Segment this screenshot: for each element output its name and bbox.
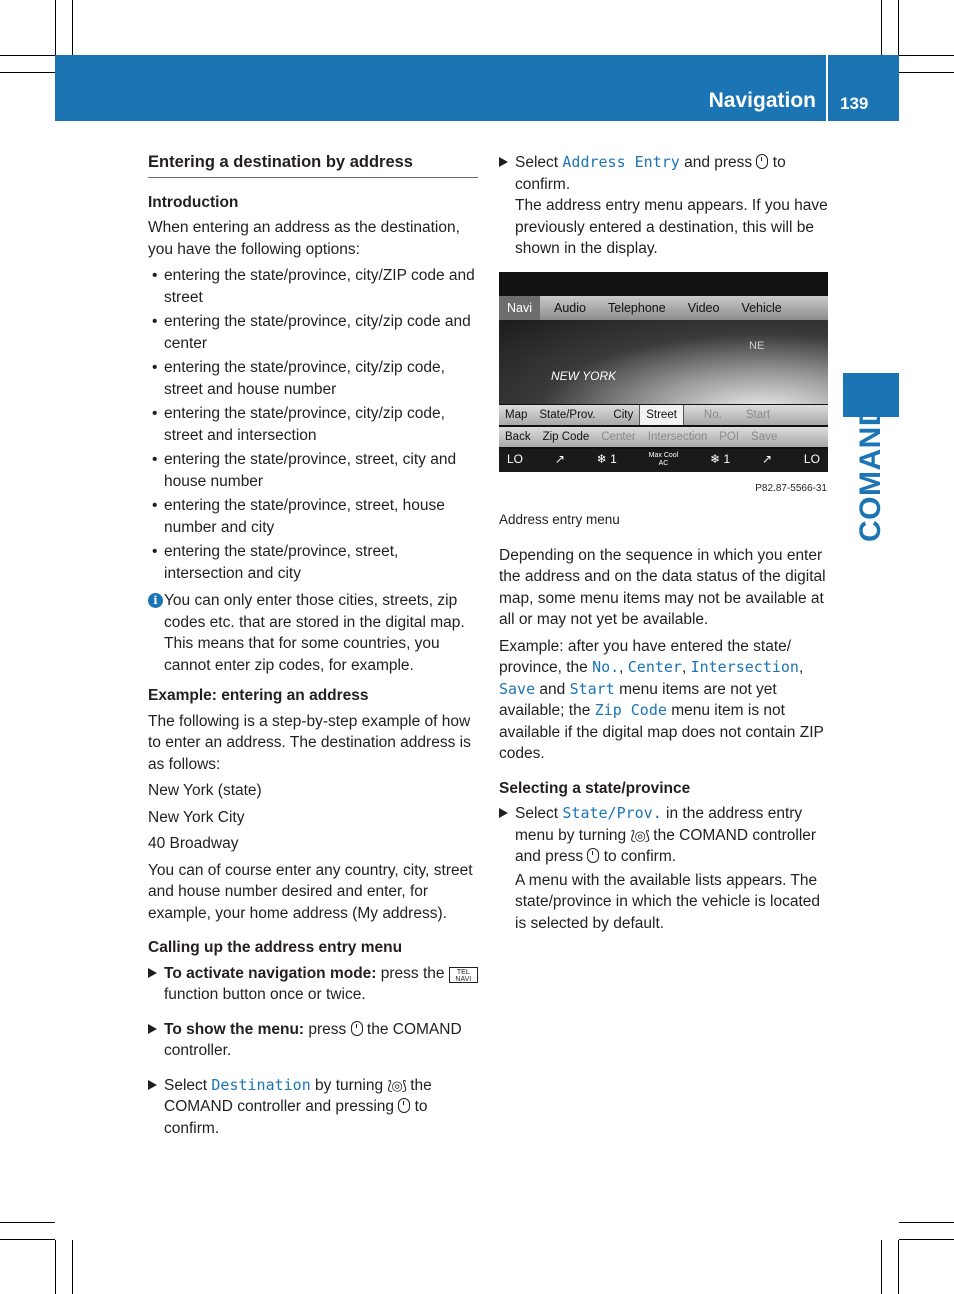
screen-menu-audio: Audio — [554, 300, 586, 315]
text-run: , — [619, 659, 628, 676]
fan-right-icon: ❄ 1 — [710, 452, 731, 467]
info-text: You can only enter those cities, streets, zip codes etc. that are stored in the digital map. This means that for some countries, you cannot enter zip codes, for example. — [164, 592, 465, 674]
crop-mark — [72, 1240, 73, 1294]
address-entry-screenshot — [499, 272, 828, 472]
menu-item-no: No. — [592, 658, 620, 676]
screen-row-2 — [499, 427, 828, 447]
tel-label: TEL — [456, 968, 470, 976]
step-text: to confirm. — [164, 1098, 428, 1137]
step-text: press the — [376, 964, 445, 982]
figure-code: P82.87-5566-31 — [755, 482, 827, 494]
screen-climate-bar — [499, 449, 828, 472]
screen-city-label: NEW YORK — [551, 368, 617, 383]
step-text: to confirm. — [515, 154, 786, 193]
screen-item-poi: POI — [719, 430, 740, 443]
max-cool-ac-icon — [649, 452, 679, 468]
climate-right-temp: LO — [803, 452, 820, 467]
bullet-item: • entering the state/province, street, house number and city — [148, 495, 478, 538]
crop-mark — [899, 55, 954, 56]
text-run: Example: after you have entered the state/ province, the — [499, 637, 792, 676]
intro-text: When entering an address as the destination, you have the following options: — [148, 219, 460, 258]
address-street: 40 Broadway — [148, 835, 239, 852]
screen-item-city: City — [613, 408, 634, 421]
press-controller-icon — [587, 848, 599, 863]
step-arrow-icon — [499, 808, 508, 818]
fan-left-icon: ❄ 1 — [596, 452, 617, 467]
ac-label: AC — [658, 460, 669, 467]
crop-mark — [0, 72, 55, 73]
press-controller-icon — [398, 1098, 410, 1113]
figure-caption: Address entry menu — [499, 512, 620, 527]
screen-item-start: Start — [745, 408, 771, 421]
bullet-item: • entering the state/province, city/zip code and center — [148, 311, 478, 354]
selecting-heading: Selecting a state/province — [499, 779, 691, 797]
crop-mark — [899, 1222, 954, 1223]
info-note — [148, 590, 478, 676]
screen-menu-video: Video — [687, 300, 720, 315]
bullet-item: • entering the state/province, street, city and house number — [148, 449, 478, 492]
header-separator — [826, 55, 828, 121]
example-after-text — [499, 636, 829, 765]
menu-item-destination: Destination — [211, 1075, 311, 1094]
screen-row-1 — [499, 405, 828, 425]
screen-item-street: Street — [639, 405, 684, 425]
turn-controller-icon: ⟅◎⟆ — [387, 1077, 406, 1093]
step-bold: To activate navigation mode: — [164, 964, 377, 982]
step-arrow-icon — [148, 1024, 157, 1034]
text-run: , — [681, 659, 691, 676]
crop-mark — [72, 0, 73, 55]
menu-item-center: Center — [627, 658, 682, 676]
step-text: the COMAND controller and pressing — [164, 1076, 432, 1115]
step-arrow-icon — [148, 1080, 157, 1090]
bullet-item: • entering the state/province, city/zip code, street and house number — [148, 357, 478, 400]
depending-text: Depending on the sequence in which you enter the address and on the data status of the digital map, some menu items may not be available at all or may not yet be available. — [499, 546, 826, 628]
text-run: menu item is not available if the digital map does not contain ZIP codes. — [499, 702, 824, 762]
menu-item-start: Start — [569, 679, 615, 698]
step-select-destination — [148, 1075, 478, 1140]
screen-top-menu — [499, 296, 828, 320]
step-bold: To show the menu: — [164, 1020, 305, 1038]
crop-mark — [881, 0, 882, 55]
step-text: the COMAND controller and press — [515, 826, 817, 865]
example-text: The following is a step-by-step example of how to enter an address. The destination address is as follows: — [148, 712, 471, 773]
compass-label: NE — [749, 339, 765, 352]
step-text: function button once or twice. — [164, 986, 366, 1003]
left-column — [148, 152, 478, 1144]
step-select-state — [499, 803, 829, 934]
side-tab-label: COMAND — [854, 404, 887, 542]
intro-heading: Introduction — [148, 193, 239, 211]
max-cool-label: Max Cool — [648, 452, 679, 459]
bullet-item: • entering the state/province, street, intersection and city — [148, 541, 478, 584]
crop-mark — [0, 1239, 55, 1240]
bullet-item: • entering the state/province, city/zip code, street and intersection — [148, 403, 478, 446]
screen-item-zip-code: Zip Code — [542, 430, 590, 443]
screen-item-state-prov: State/Prov. — [539, 408, 596, 421]
airflow-right-icon: ↗ — [762, 452, 773, 467]
step-text: Select — [164, 1076, 212, 1094]
climate-left-temp: LO — [507, 452, 524, 467]
menu-item-state-prov: State/Prov. — [562, 804, 662, 822]
screen-item-back: Back — [505, 430, 531, 443]
step-arrow-icon — [499, 157, 508, 167]
text-run: , — [798, 659, 804, 676]
screen-menu-vehicle: Vehicle — [741, 300, 782, 315]
page-number: 139 — [840, 94, 869, 113]
menu-item-save: Save — [499, 679, 536, 698]
screen-menu-navi: Navi — [499, 296, 540, 320]
screen-item-map: Map — [505, 408, 528, 421]
header-section-title: Navigation — [708, 89, 816, 112]
step-text: in the address entry menu by turning — [515, 805, 803, 844]
step-result: A menu with the available lists appears. The state/province in which the vehicle is located is selected by default. — [515, 871, 820, 932]
right-column — [499, 152, 829, 939]
menu-item-intersection: Intersection — [690, 658, 799, 676]
step-select-address-entry — [499, 152, 829, 260]
crop-mark — [55, 1240, 56, 1294]
info-icon: i — [148, 593, 163, 608]
step-text: press — [304, 1020, 351, 1038]
turn-controller-icon: ⟅◎⟆ — [630, 827, 649, 843]
text-run: and — [535, 680, 570, 698]
crop-mark — [0, 1222, 55, 1223]
press-controller-icon — [351, 1021, 363, 1036]
example-heading: Example: entering an address — [148, 687, 369, 704]
screen-menu-telephone: Telephone — [608, 300, 666, 315]
crop-mark — [898, 0, 899, 55]
course-text: You can of course enter any country, city, street and house number desired and enter, for example, your home address (My address). — [148, 861, 473, 922]
address-city: New York City — [148, 808, 245, 826]
bullet-item: • entering the state/province, city/ZIP code and street — [148, 265, 478, 308]
address-state: New York (state) — [148, 782, 262, 799]
screen-item-no: No. — [703, 408, 722, 421]
menu-item-address-entry: Address Entry — [562, 153, 680, 171]
step-activate-navigation — [148, 963, 478, 1006]
crop-mark — [899, 1239, 954, 1240]
crop-mark — [55, 0, 56, 55]
step-text: by turning — [310, 1076, 388, 1094]
menu-item-zip-code: Zip Code — [594, 701, 667, 719]
tel-navi-button-icon — [449, 967, 478, 983]
crop-mark — [0, 55, 55, 56]
step-show-menu — [148, 1019, 478, 1062]
crop-mark — [881, 1240, 882, 1294]
screen-item-center: Center — [601, 430, 636, 443]
press-controller-icon — [756, 154, 768, 169]
screen-map — [499, 320, 828, 404]
section-title: Entering a destination by address — [148, 152, 478, 178]
step-text: and press — [679, 154, 757, 171]
step-arrow-icon — [148, 968, 157, 978]
text-run: menu items are not yet available; the — [499, 680, 777, 719]
calling-heading: Calling up the address entry menu — [148, 939, 403, 956]
screen-item-save: Save — [751, 430, 778, 443]
navi-label: NAVI — [455, 975, 472, 983]
airflow-left-icon: ↗ — [554, 452, 565, 467]
screen-item-intersection: Intersection — [647, 430, 708, 443]
step-result: The address entry menu appears. If you have previously entered a destination, this will be shown in the display. — [515, 197, 828, 257]
step-text: to confirm. — [599, 848, 677, 865]
step-text: Select — [515, 154, 563, 171]
crop-mark — [899, 72, 954, 73]
step-text: the COMAND controller. — [164, 1020, 462, 1059]
step-text: Select — [515, 805, 563, 822]
crop-mark — [898, 1240, 899, 1294]
